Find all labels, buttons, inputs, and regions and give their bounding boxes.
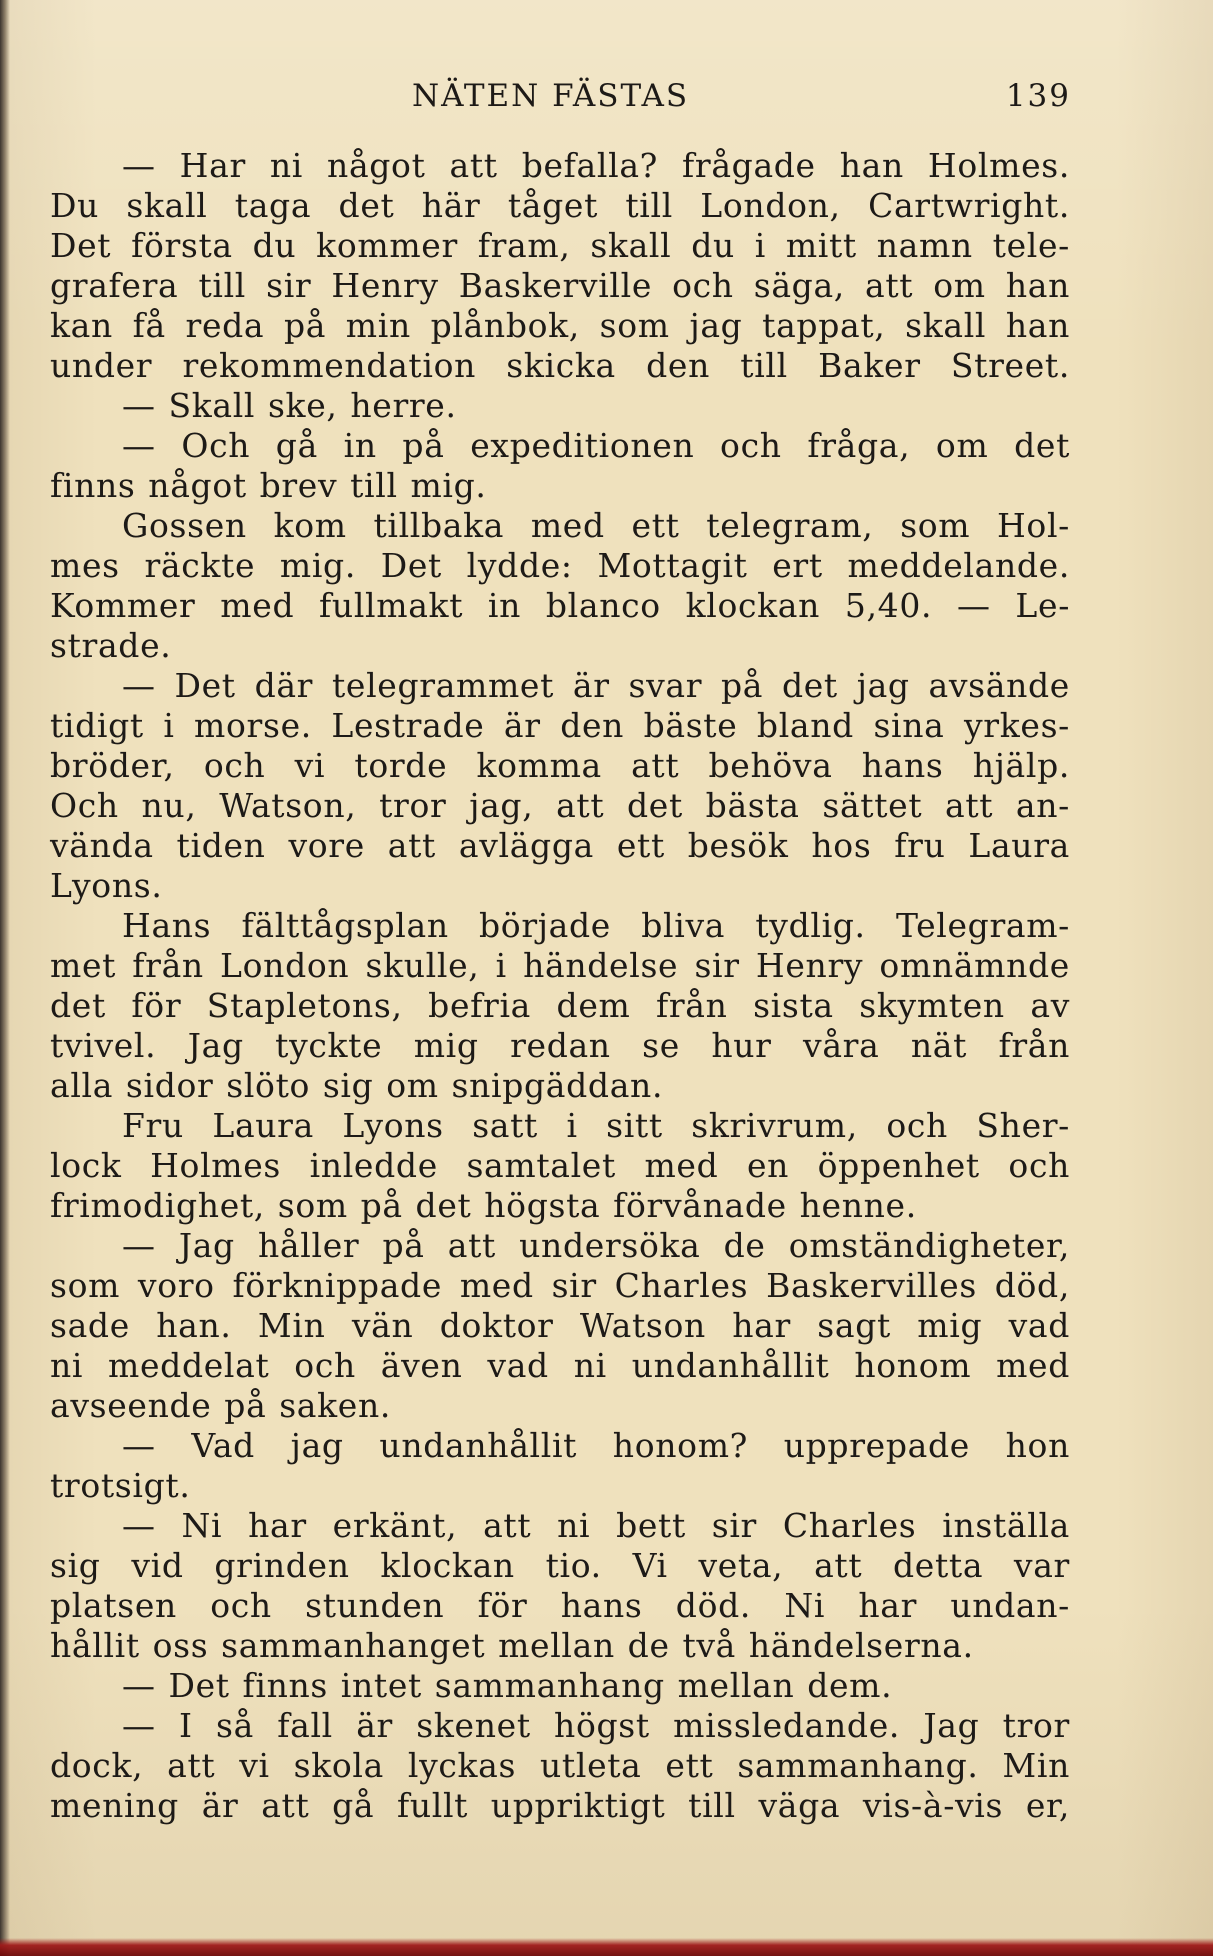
text-line-40: — I så fall är skenet högst missledande. Jag tror xyxy=(122,1706,1070,1745)
text-line-16: bröder, och vi torde komma att behöva hans hjälp. xyxy=(50,746,1070,785)
text-line-28: — Jag håller på att undersöka de omständigheter, xyxy=(122,1226,1070,1265)
text-line-38: hållit oss sammanhanget mellan de två händelserna. xyxy=(50,1626,974,1665)
text-line-30: sade han. Min vän doktor Watson har sagt mig vad xyxy=(50,1306,1070,1345)
text-line-17: Och nu, Watson, tror jag, att det bästa sättet att an- xyxy=(50,786,1070,825)
text-line-24: alla sidor slöto sig om snipgäddan. xyxy=(50,1066,664,1105)
text-line-23: tvivel. Jag tyckte mig redan se hur våra nät från xyxy=(50,1026,1070,1065)
text-line-39: — Det finns intet sammanhang mellan dem. xyxy=(122,1666,893,1705)
text-line-31: ni meddelat och även vad ni undanhållit honom med xyxy=(50,1346,1070,1385)
text-line-26: lock Holmes inledde samtalet med en öppenhet och xyxy=(50,1146,1070,1185)
page-bottom-edge xyxy=(0,1938,1213,1956)
text-line-5: kan få reda på min plånbok, som jag tappat, skall han xyxy=(50,306,1070,345)
text-line-3: Det första du kommer fram, skall du i mitt namn tele- xyxy=(50,226,1070,265)
text-line-36: sig vid grinden klockan tio. Vi veta, att detta var xyxy=(50,1546,1070,1585)
page-header xyxy=(412,79,1071,113)
text-line-9: finns något brev till mig. xyxy=(50,466,487,505)
text-line-20: Hans fälttågsplan började bliva tydlig. Telegram- xyxy=(122,906,1070,945)
text-line-2: Du skall taga det här tåget till London, Cartwright. xyxy=(50,186,1070,225)
text-line-12: Kommer med fullmakt in blanco klockan 5,40. — Le- xyxy=(50,586,1070,625)
text-line-18: vända tiden vore att avlägga ett besök hos fru Laura xyxy=(50,826,1070,865)
text-line-19: Lyons. xyxy=(50,866,163,905)
text-line-8: — Och gå in på expeditionen och fråga, om det xyxy=(122,426,1070,465)
text-line-11: mes räckte mig. Det lydde: Mottagit ert meddelande. xyxy=(50,546,1070,585)
text-line-33: — Vad jag undanhållit honom? upprepade hon xyxy=(122,1426,1070,1465)
text-line-34: trotsigt. xyxy=(50,1466,191,1505)
text-line-22: det för Stapletons, befria dem från sista skymten av xyxy=(50,986,1070,1025)
text-line-41: dock, att vi skola lyckas utleta ett sammanhang. Min xyxy=(50,1746,1070,1785)
text-line-7: — Skall ske, herre. xyxy=(122,386,457,425)
text-line-32: avseende på saken. xyxy=(50,1386,392,1425)
page-body xyxy=(50,146,1070,1826)
text-line-25: Fru Laura Lyons satt i sitt skrivrum, och Sher- xyxy=(122,1106,1070,1145)
text-line-15: tidigt i morse. Lestrade är den bäste bland sina yrkes- xyxy=(50,706,1070,745)
text-line-37: platsen och stunden för hans död. Ni har undan- xyxy=(50,1586,1070,1625)
text-line-4: grafera till sir Henry Baskerville och säga, att om han xyxy=(50,266,1070,305)
text-line-35: — Ni har erkänt, att ni bett sir Charles inställa xyxy=(122,1506,1070,1545)
text-line-42: mening är att gå fullt uppriktigt till väga vis-à-vis er, xyxy=(50,1786,1070,1825)
text-line-13: strade. xyxy=(50,626,172,665)
page-number: 139 xyxy=(1005,78,1071,114)
text-line-29: som voro förknippade med sir Charles Baskervilles död, xyxy=(50,1266,1070,1305)
text-line-10: Gossen kom tillbaka med ett telegram, som Hol- xyxy=(122,506,1070,545)
text-line-6: under rekommendation skicka den till Baker Street. xyxy=(50,346,1070,385)
text-line-21: met från London skulle, i händelse sir Henry omnämnde xyxy=(50,946,1070,985)
page-left-edge xyxy=(0,0,10,1956)
page-header-title: NÄTEN FÄSTAS xyxy=(412,78,690,114)
text-line-1: — Har ni något att befalla? frågade han Holmes. xyxy=(122,146,1070,185)
text-line-14: — Det där telegrammet är svar på det jag avsände xyxy=(122,666,1070,705)
text-line-27: frimodighet, som på det högsta förvånade henne. xyxy=(50,1186,917,1225)
